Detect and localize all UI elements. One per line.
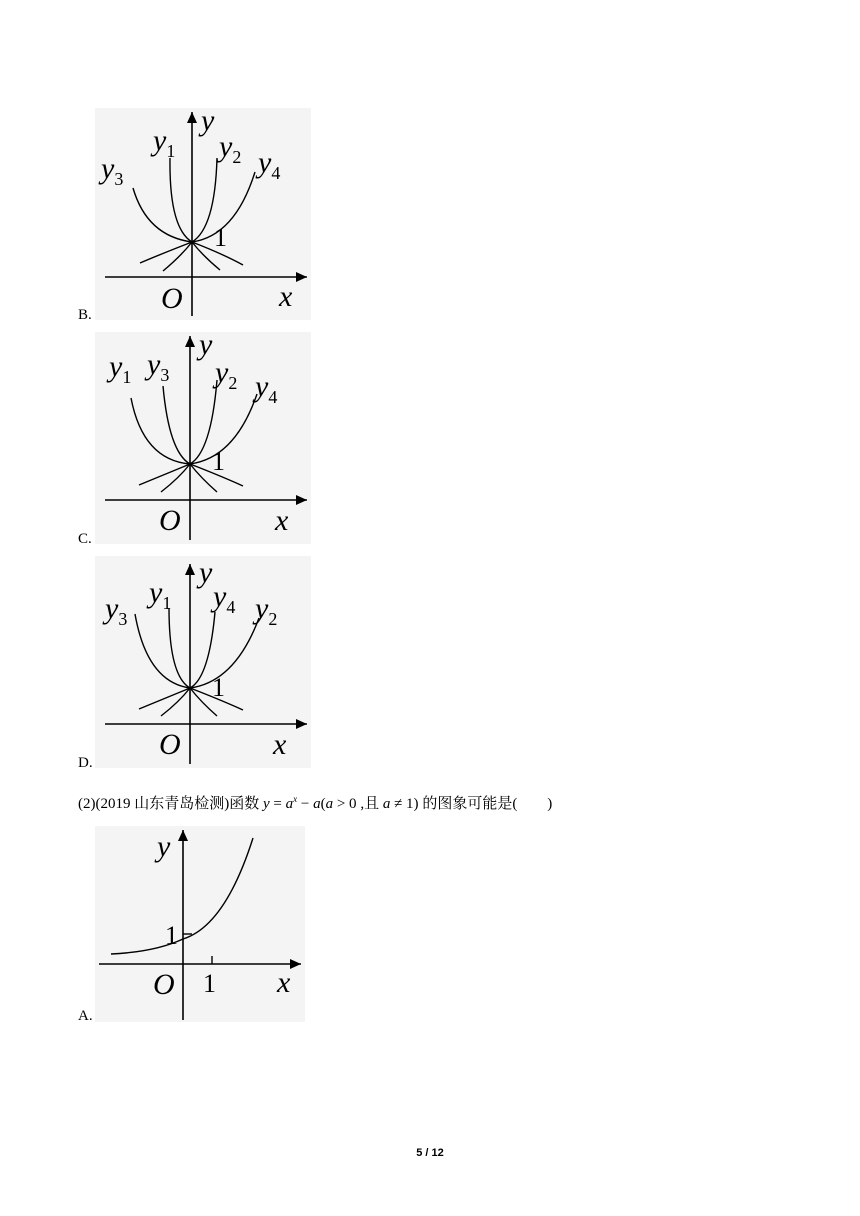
option-a-label: A. xyxy=(78,1008,93,1024)
x-axis-label: x xyxy=(273,728,287,761)
x-axis-label: x xyxy=(275,504,289,537)
figure-b xyxy=(95,108,311,320)
x-axis-arrow xyxy=(296,495,307,505)
y-axis-label: y xyxy=(199,332,213,361)
x-axis-arrow xyxy=(296,719,307,729)
curve-y3 xyxy=(135,614,243,710)
option-c-label: C. xyxy=(78,531,92,547)
figure-c-graph xyxy=(95,332,311,544)
x-axis-label: x xyxy=(279,280,293,313)
page-number: 5 / 12 xyxy=(416,1147,444,1159)
curve-exponential xyxy=(111,838,253,954)
option-b-label: B. xyxy=(78,307,92,323)
label-curve-2: $y_3$ xyxy=(147,348,170,385)
figure-d-graph xyxy=(95,556,311,768)
point-one-label: 1 xyxy=(212,673,225,702)
point-one-label: 1 xyxy=(212,447,225,476)
label-curve-4: $y_4$ xyxy=(255,370,278,407)
label-curve-2: $y_1$ xyxy=(149,576,172,613)
curve-y2 xyxy=(139,618,259,709)
x-axis-arrow xyxy=(296,272,307,282)
label-curve-3: $y_2$ xyxy=(215,356,238,393)
x-axis-arrow xyxy=(290,959,301,969)
figure-b-graph xyxy=(95,108,311,320)
label-curve-1: $y_3$ xyxy=(101,152,124,189)
label-curve-2: $y_1$ xyxy=(153,124,176,161)
x-one-label: 1 xyxy=(203,969,216,998)
y-axis-arrow xyxy=(185,564,195,575)
label-curve-3: $y_2$ xyxy=(219,130,242,167)
curve-y1 xyxy=(170,158,220,270)
question-2-text: (2)(2019 山东青岛检测)函数 $y = a^x - a(a > 0$ ,且 a ≠ 1) 的图象可能是( ) xyxy=(78,794,553,812)
label-curve-3: $y_4$ xyxy=(213,580,236,617)
y-axis-label: y xyxy=(199,556,213,589)
y-one-label: 1 xyxy=(165,921,178,950)
curve-y1 xyxy=(169,608,217,716)
label-curve-1: $y_1$ xyxy=(109,350,132,387)
question-suffix: 的图象可能是( ) xyxy=(418,796,553,812)
option-d-label: D. xyxy=(78,755,93,771)
label-curve-4: $y_4$ xyxy=(258,146,281,183)
figure-c xyxy=(95,332,311,544)
figure-d xyxy=(95,556,311,768)
label-curve-1: $y_3$ xyxy=(105,592,128,629)
curve-y1 xyxy=(131,398,243,486)
curve-y2 xyxy=(161,380,217,492)
y-axis-arrow xyxy=(178,830,188,841)
y-axis-arrow xyxy=(187,112,197,123)
point-one-label: 1 xyxy=(214,223,227,252)
y-axis-arrow xyxy=(185,336,195,347)
origin-label: O xyxy=(159,728,181,761)
x-axis-label: x xyxy=(277,966,291,999)
origin-label: O xyxy=(161,282,183,315)
figure-a-q2-graph xyxy=(95,826,305,1022)
figure-a-q2 xyxy=(95,826,305,1022)
curve-y4 xyxy=(139,394,257,485)
y-axis-label: y xyxy=(157,830,171,863)
question-prefix: (2)(2019 山东青岛检测)函数 xyxy=(78,796,263,812)
y-axis-label: y xyxy=(201,108,215,137)
formula-condition: a ≠ 1) xyxy=(382,796,419,812)
origin-label: O xyxy=(153,968,175,1001)
formula: $y = a^x - a(a > 0$ xyxy=(262,794,357,812)
origin-label: O xyxy=(159,504,181,537)
label-curve-4: $y_2$ xyxy=(255,592,278,629)
curve-y2 xyxy=(163,158,217,271)
